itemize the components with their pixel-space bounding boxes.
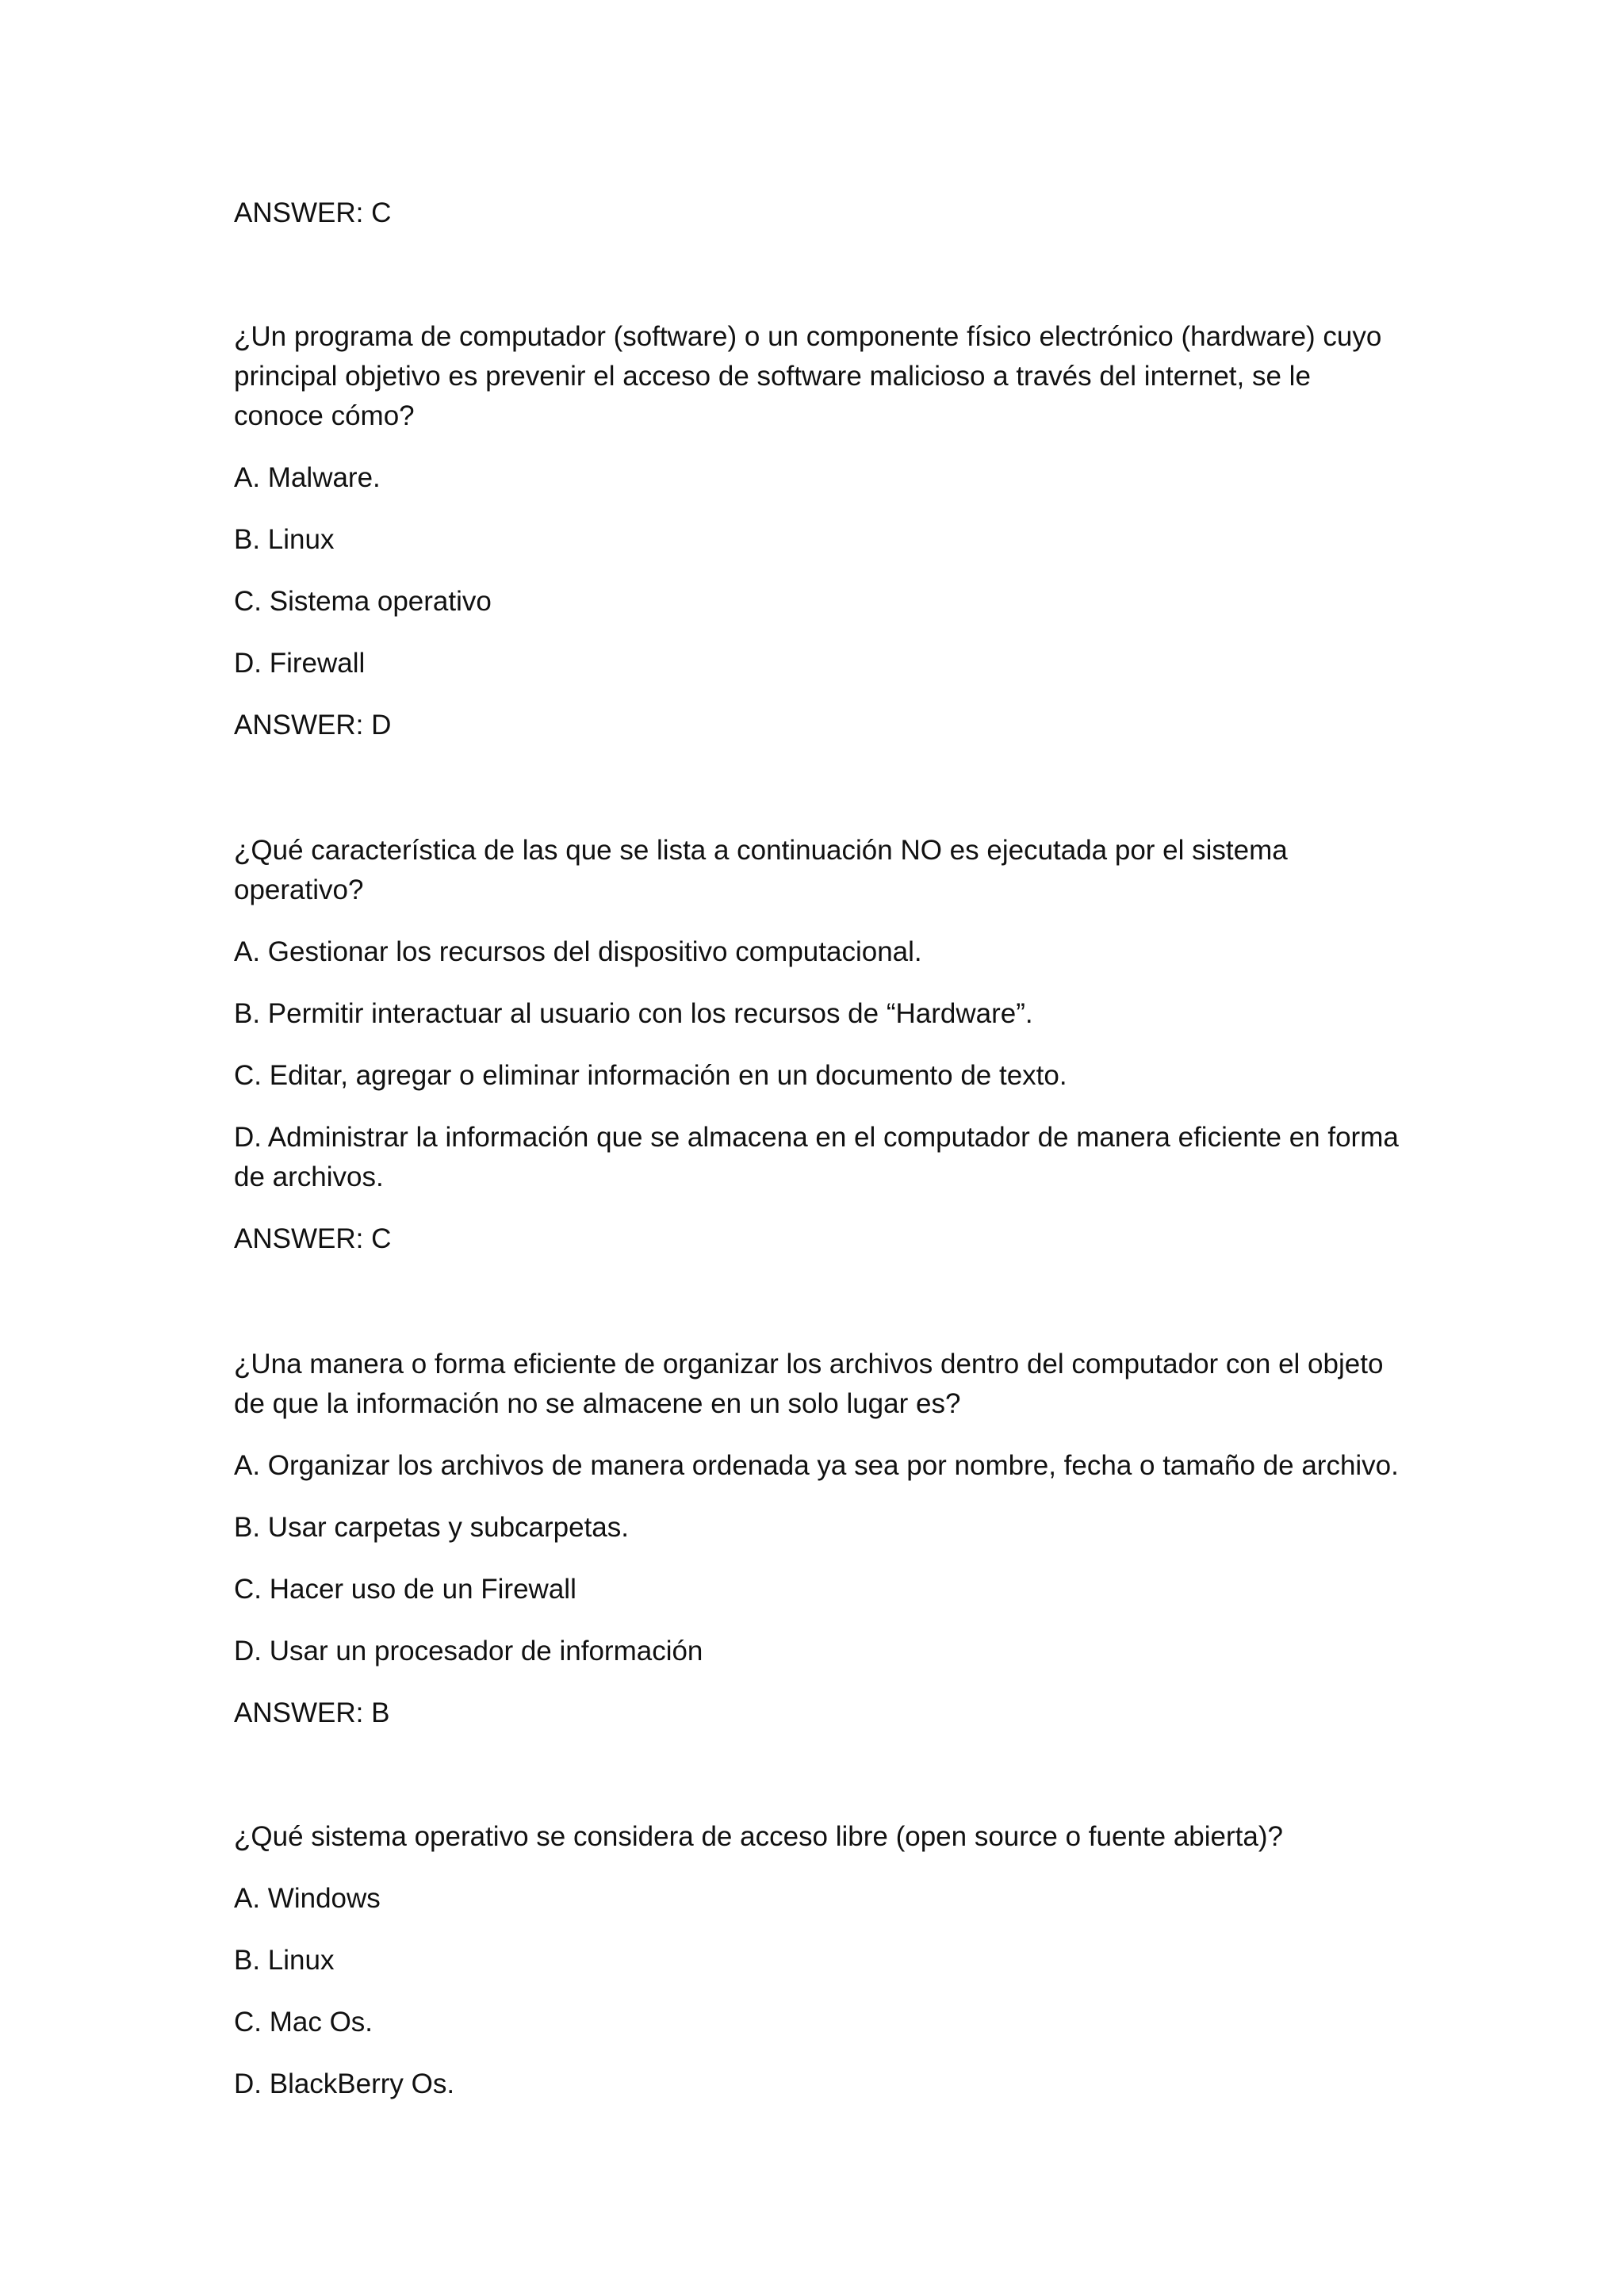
question-3-option-c: C. Hacer uso de un Firewall bbox=[234, 1574, 576, 1605]
question-4-option-c: C. Mac Os. bbox=[234, 2007, 373, 2038]
question-1-answer: ANSWER: D bbox=[234, 710, 392, 740]
question-3-option-b: B. Usar carpetas y subcarpetas. bbox=[234, 1512, 629, 1543]
question-4-text: ¿Qué sistema operativo se considera de acceso libre (open source o fuente abierta)? bbox=[234, 1821, 1283, 1852]
question-1-option-b: B. Linux bbox=[234, 524, 335, 555]
question-2-option-b: B. Permitir interactuar al usuario con los recursos de “Hardware”. bbox=[234, 998, 1033, 1029]
question-3-option-a: A. Organizar los archivos de manera ordenada ya sea por nombre, fecha o tamaño de archivo. bbox=[234, 1450, 1399, 1481]
question-4-option-a: A. Windows bbox=[234, 1883, 381, 1914]
question-2-option-a: A. Gestionar los recursos del dispositivo computacional. bbox=[234, 936, 922, 967]
question-3-option-d: D. Usar un procesador de información bbox=[234, 1636, 703, 1667]
question-1-option-d: D. Firewall bbox=[234, 648, 366, 679]
question-2-answer: ANSWER: C bbox=[234, 1223, 392, 1254]
question-3-answer: ANSWER: B bbox=[234, 1697, 390, 1728]
question-4-option-b: B. Linux bbox=[234, 1945, 335, 1976]
question-1-text: ¿Un programa de computador (software) o un componente físico electrónico (hardware) cuyo principal objetivo es prevenir el acceso de software malicioso a través del internet, se le conoce cómo? bbox=[234, 321, 1382, 431]
question-3-text: ¿Una manera o forma eficiente de organizar los archivos dentro del computador con el objeto de que la información no se almacene en un solo lugar es? bbox=[234, 1349, 1384, 1419]
question-2-text: ¿Qué característica de las que se lista a continuación NO es ejecutada por el sistema operativo? bbox=[234, 835, 1288, 905]
question-4-option-d: D. BlackBerry Os. bbox=[234, 2068, 455, 2099]
question-1-option-c: C. Sistema operativo bbox=[234, 586, 492, 617]
question-2-option-c: C. Editar, agregar o eliminar información en un documento de texto. bbox=[234, 1060, 1067, 1091]
question-2-option-d: D. Administrar la información que se almacena en el computador de manera eficiente en forma de archivos. bbox=[234, 1122, 1399, 1192]
question-1-option-a: A. Malware. bbox=[234, 462, 381, 493]
previous-answer: ANSWER: C bbox=[234, 197, 392, 228]
